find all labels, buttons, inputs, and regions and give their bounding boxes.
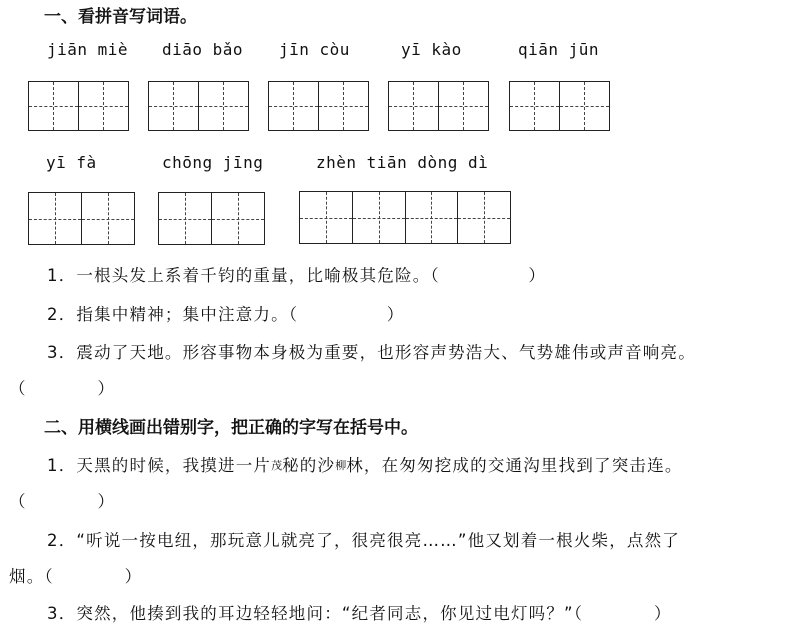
pinyin-yi-fa: yī fà <box>46 153 97 172</box>
question-2-2: 2．“听说一按电纽，那玩意儿就亮了，很亮很亮……”他又划着一根火柴，点然了 <box>47 531 680 550</box>
question-1-2: 2．指集中精神；集中注意力。（ ） <box>47 305 405 324</box>
question-2-1 <box>47 452 683 476</box>
grid-cell[interactable] <box>510 82 560 130</box>
grid-cell[interactable] <box>79 82 129 130</box>
grid-cell[interactable] <box>149 82 199 130</box>
writing-grid[interactable] <box>28 192 135 245</box>
section2-title: 二、用横线画出错别字，把正确的字写在括号中。 <box>44 418 418 438</box>
writing-grid[interactable] <box>268 81 369 131</box>
grid-cell[interactable] <box>406 192 459 243</box>
pinyin-diao-bao: diāo bǎo <box>162 40 244 59</box>
question-1-3: 3．震动了天地。形容事物本身极为重要，也形容声势浩大、气势雄伟或声音响亮。 <box>47 343 696 362</box>
pinyin-jian-mie: jiān miè <box>47 40 129 59</box>
q21-part-a: 1．天黑的时候，我摸进一片 <box>47 456 272 475</box>
grid-cell[interactable] <box>199 82 249 130</box>
q21-part-c: 林，在匆匆挖成的交通沟里找到了突击连。 <box>346 456 683 475</box>
writing-grid[interactable] <box>299 191 511 244</box>
pinyin-yi-kao: yī kào <box>401 40 462 59</box>
grid-cell[interactable] <box>439 82 489 130</box>
grid-cell[interactable] <box>319 82 369 130</box>
pinyin-qian-jun: qiān jūn <box>518 40 600 59</box>
q21-small-char-2: 柳 <box>335 459 347 472</box>
grid-cell[interactable] <box>82 193 135 244</box>
question-2-2-cont: 烟。（ ） <box>9 567 143 586</box>
grid-cell[interactable] <box>300 192 353 243</box>
pinyin-zhen-tian-dong-di: zhèn tiān dòng dì <box>316 153 489 172</box>
grid-cell[interactable] <box>29 82 79 130</box>
grid-cell[interactable] <box>389 82 439 130</box>
grid-cell[interactable] <box>269 82 319 130</box>
answer-paren[interactable]: （ ） <box>9 492 116 511</box>
question-2-3: 3．突然，他揍到我的耳边轻轻地问：“纪者同志，你见过电灯吗？”（ ） <box>47 604 672 623</box>
question-1-1: 1．一根头发上系着千钧的重量，比喻极其危险。（ ） <box>47 266 547 285</box>
q21-small-char-1: 茂 <box>271 459 283 472</box>
writing-grid[interactable] <box>388 81 489 131</box>
pinyin-jin-cou: jīn còu <box>279 40 350 59</box>
grid-cell[interactable] <box>212 193 265 244</box>
answer-paren[interactable]: （ ） <box>9 379 116 398</box>
grid-cell[interactable] <box>159 193 212 244</box>
writing-grid[interactable] <box>509 81 610 131</box>
writing-grid[interactable] <box>148 81 249 131</box>
grid-cell[interactable] <box>560 82 610 130</box>
writing-grid[interactable] <box>28 81 129 131</box>
grid-cell[interactable] <box>458 192 510 243</box>
grid-cell[interactable] <box>29 193 82 244</box>
q21-part-b: 秘的沙 <box>282 456 336 475</box>
section1-title: 一、看拼音写词语。 <box>44 7 197 27</box>
grid-cell[interactable] <box>353 192 406 243</box>
pinyin-chong-jing: chōng jīng <box>162 153 264 172</box>
writing-grid[interactable] <box>158 192 265 245</box>
